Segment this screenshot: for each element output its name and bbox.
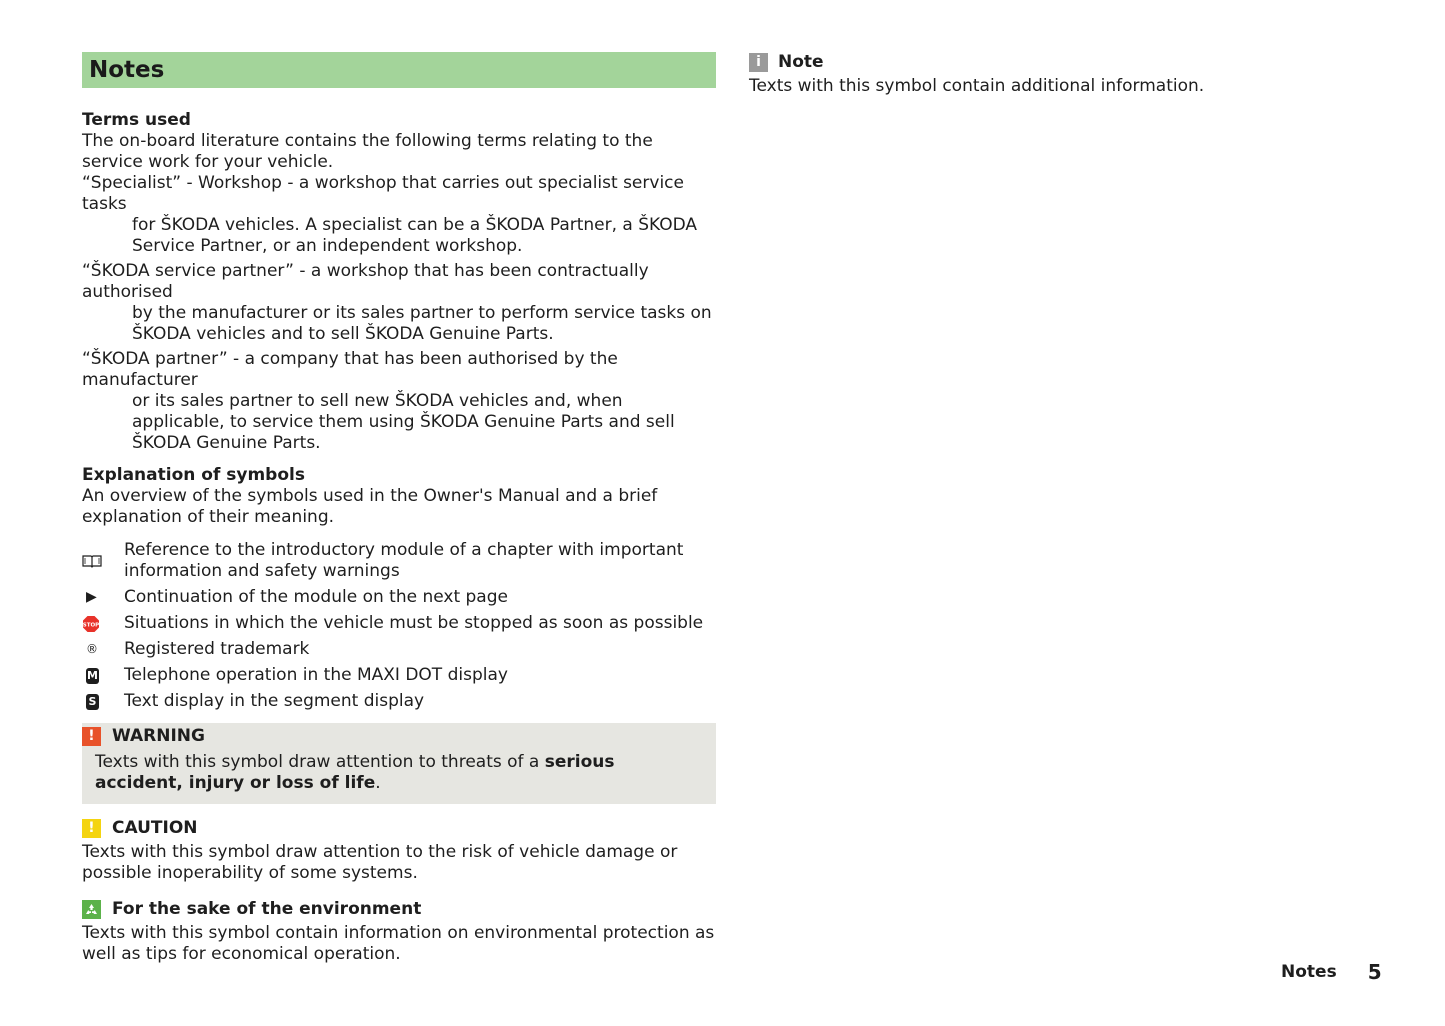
warning-text xyxy=(82,752,703,794)
environment-text: Texts with this symbol contain information on environmental protection as well as tips for economical operation. xyxy=(82,923,715,964)
caution-icon: ! xyxy=(82,819,101,838)
stop-icon-text: STOP xyxy=(82,622,100,628)
symbols-intro: An overview of the symbols used in the Owner's Manual and a brief explanation of their meaning. xyxy=(82,486,658,527)
warning-icon: ! xyxy=(82,727,101,746)
recycle-icon xyxy=(82,900,101,919)
symbol-description: Continuation of the module on the next page xyxy=(124,587,508,607)
term-entry xyxy=(82,349,716,454)
symbol-item xyxy=(82,691,716,712)
maxi-dot-glyph: M xyxy=(87,669,98,682)
caution-section xyxy=(82,818,716,884)
symbols-heading: Explanation of symbols xyxy=(82,465,305,485)
maxi-dot-icon xyxy=(82,668,124,684)
note-text: Texts with this symbol contain additional information. xyxy=(749,76,1205,96)
caution-header xyxy=(82,818,716,839)
caution-text: Texts with this symbol draw attention to the risk of vehicle damage or possible inoperability of some systems. xyxy=(82,842,678,883)
book-icon xyxy=(82,554,124,568)
term-definition-cont: by the manufacturer or its sales partner to perform service tasks on ŠKODA vehicles and to sell ŠKODA Genuine Parts. xyxy=(132,303,712,344)
symbol-item xyxy=(82,639,716,660)
segment-display-icon xyxy=(82,694,124,710)
symbol-description: Registered trademark xyxy=(124,639,310,659)
registered-icon xyxy=(82,639,124,660)
symbols-section xyxy=(82,465,716,712)
registered-glyph: ® xyxy=(86,642,98,656)
term-definition: “ŠKODA service partner” - a workshop that has been contractually authorised xyxy=(82,261,649,302)
symbol-list xyxy=(82,540,716,712)
warning-text-bold: serious accident, injury or loss of life xyxy=(95,752,615,793)
stop-icon xyxy=(82,615,124,633)
footer-section-label: Notes xyxy=(1281,962,1337,982)
triangle-right-icon xyxy=(82,587,124,608)
page-footer xyxy=(1281,960,1382,984)
triangle-glyph: ▶ xyxy=(86,589,97,605)
warning-text-post: . xyxy=(375,773,381,793)
symbol-item xyxy=(82,540,716,582)
environment-title: For the sake of the environment xyxy=(112,899,422,919)
note-title: Note xyxy=(778,52,824,72)
segment-glyph: S xyxy=(86,694,99,710)
warning-box xyxy=(82,723,716,804)
symbol-description: Text display in the segment display xyxy=(124,691,425,711)
term-definition: “ŠKODA partner” - a company that has been authorised by the manufacturer xyxy=(82,349,618,390)
info-icon: i xyxy=(749,53,768,72)
warning-header xyxy=(82,726,703,746)
warning-text-pre: Texts with this symbol draw attention to threats of a xyxy=(95,752,545,772)
note-header xyxy=(749,52,1309,73)
term-entry xyxy=(82,173,716,257)
warning-title: WARNING xyxy=(112,726,205,746)
page-number: 5 xyxy=(1367,960,1382,984)
symbol-item xyxy=(82,613,716,634)
right-column xyxy=(749,52,1309,97)
term-entry xyxy=(82,261,716,345)
term-definition-cont: or its sales partner to sell new ŠKODA vehicles and, when applicable, to service them using ŠKODA Genuine Parts and sell ŠKODA Genuine Parts. xyxy=(132,391,675,453)
symbol-item xyxy=(82,587,716,608)
symbol-description: Telephone operation in the MAXI DOT display xyxy=(124,665,508,685)
section-title: Notes xyxy=(82,52,716,88)
symbol-item xyxy=(82,665,716,686)
terms-intro: The on-board literature contains the following terms relating to the service work for your vehicle. xyxy=(82,131,653,172)
caution-title: CAUTION xyxy=(112,818,198,838)
left-column xyxy=(82,52,716,965)
term-definition: “Specialist” - Workshop - a workshop that carries out specialist service tasks xyxy=(82,173,684,214)
terms-section xyxy=(82,110,716,454)
environment-header xyxy=(82,899,716,920)
symbol-description: Situations in which the vehicle must be stopped as soon as possible xyxy=(124,613,704,633)
environment-section xyxy=(82,899,716,965)
terms-heading: Terms used xyxy=(82,110,191,130)
symbol-description: Reference to the introductory module of a chapter with important information and safety warnings xyxy=(124,540,684,581)
term-definition-cont: for ŠKODA vehicles. A specialist can be a ŠKODA Partner, a ŠKODA Service Partner, or an independent workshop. xyxy=(132,215,698,256)
